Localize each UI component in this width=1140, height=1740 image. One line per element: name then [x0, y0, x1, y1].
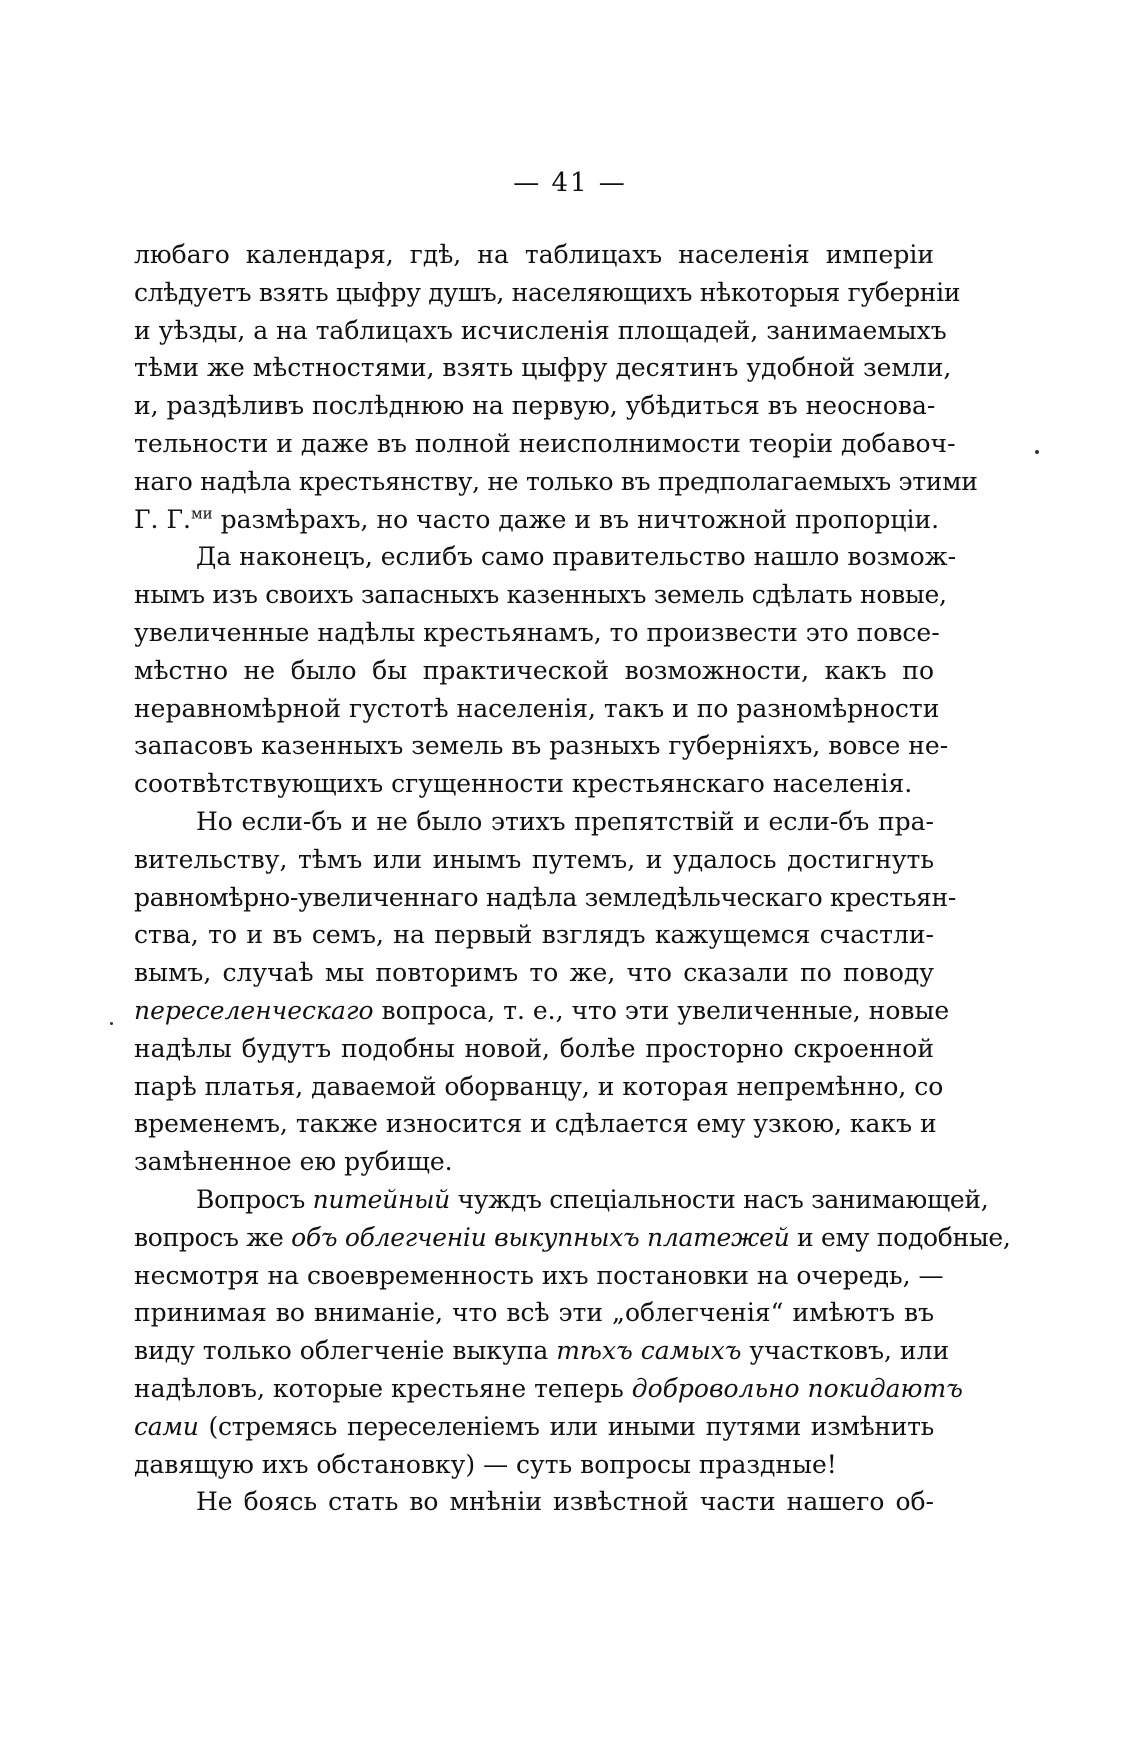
italic-text: переселенческаго	[134, 995, 374, 1025]
text-line: замѣненное ею рубище.	[134, 1147, 453, 1177]
text-line: любаго календаря, гдѣ, на таблицахъ населенія имперіи	[134, 240, 934, 269]
text-line: парѣ платья, даваемой оборванцу, и которая непремѣнно, со	[134, 1071, 944, 1101]
text-line: и, раздѣливъ послѣднюю на первую, убѣдиться въ неоснова-	[134, 391, 936, 421]
text-line: равномѣрно-увеличеннаго надѣла земледѣльческаго крестьян-	[134, 882, 957, 912]
text-line	[134, 1181, 989, 1219]
page-number: — 41 —	[513, 168, 627, 198]
text-line	[134, 1408, 934, 1446]
text-fragment: (стремясь переселеніемъ или иными путями измѣнить	[198, 1411, 934, 1441]
text-fragment: Вопросъ	[196, 1184, 313, 1214]
text-fragment: виду только облегченіе выкупа	[134, 1336, 557, 1366]
text-line: временемъ, также износится и сдѣлается ему узкою, какъ и	[134, 1109, 937, 1139]
text-line	[134, 1370, 963, 1408]
text-fragment: участковъ, или	[741, 1336, 950, 1366]
text-block	[134, 236, 1011, 1521]
text-fragment: размѣрахъ, но часто даже и въ ничтожной пропорціи.	[212, 504, 940, 534]
text-line: мѣстно не было бы практической возможности, какъ по	[134, 655, 934, 685]
text-line	[134, 1332, 950, 1370]
scan-speck	[1035, 450, 1039, 454]
paragraph-3	[134, 803, 957, 1181]
text-line: Но если-бъ и не было этихъ препятствій и если-бъ пра-	[196, 806, 934, 836]
text-line	[134, 1219, 1011, 1257]
italic-text: добровольно покидаютъ	[631, 1373, 963, 1403]
text-fragment: вопроса, т. е., что эти увеличенные, новые	[373, 995, 950, 1025]
text-line: увеличенные надѣлы крестьянамъ, то произвести это повсе-	[134, 617, 940, 647]
text-line: надѣлы будутъ подобны новой, болѣе просторно скроенной	[134, 1033, 934, 1063]
text-line: несмотря на своевременность ихъ постановки на очередь, —	[134, 1260, 944, 1290]
text-line: нымъ изъ своихъ запасныхъ казенныхъ земель сдѣлать новые,	[134, 580, 947, 610]
text-fragment: вопросъ же	[134, 1222, 292, 1252]
text-line: тѣми же мѣстностями, взять цыфру десятинъ удобной земли,	[134, 353, 952, 383]
text-line: вымъ, случаѣ мы повторимъ то же, что сказали по поводу	[134, 958, 934, 988]
text-fragment: чуждъ спеціальности насъ занимающей,	[449, 1184, 989, 1214]
text-line: тельности и даже въ полной неисполнимости теоріи добавоч-	[134, 428, 956, 458]
text-fragment: и ему подобные,	[789, 1222, 1011, 1252]
text-line: слѣдуетъ взять цыфру душъ, населяющихъ нѣкоторыя губерніи	[134, 277, 961, 307]
text-line: неравномѣрной густотѣ населенія, такъ и по разномѣрности	[134, 693, 940, 723]
text-line: давящую ихъ обстановку) — суть вопросы праздные!	[134, 1449, 837, 1479]
paragraph-2	[134, 538, 957, 803]
text-fragment: надѣловъ, которые крестьяне теперь	[134, 1373, 632, 1403]
text-line: Не боясь стать во мнѣніи извѣстной части нашего об-	[196, 1487, 934, 1517]
text-line: Да наконецъ, еслибъ само правительство нашло возмож-	[196, 542, 957, 572]
text-line: и уѣзды, а на таблицахъ исчисленія площадей, занимаемыхъ	[134, 315, 947, 345]
paragraph-1	[134, 236, 978, 538]
text-line: запасовъ казенныхъ земель въ разныхъ губерніяхъ, вовсе не-	[134, 731, 949, 761]
text-line: наго надѣла крестьянству, не только въ предполагаемыхъ этими	[134, 466, 978, 496]
italic-text: сами	[134, 1411, 199, 1441]
text-fragment: Г. Г.	[134, 504, 191, 534]
italic-text: тѣхъ самыхъ	[556, 1336, 742, 1366]
text-line: соотвѣтствующихъ сгущенности крестьянскаго населенія.	[134, 769, 913, 799]
superscript: ми	[190, 504, 213, 523]
italic-text: питейный	[312, 1184, 450, 1214]
paragraph-5	[134, 1483, 934, 1521]
scan-speck	[110, 1022, 113, 1025]
italic-text: объ облегченіи выкупныхъ платежей	[291, 1222, 790, 1252]
text-line	[134, 992, 950, 1030]
text-line	[134, 501, 940, 539]
text-line: принимая во вниманіе, что всѣ эти „облегченія“ имѣютъ въ	[134, 1298, 934, 1328]
text-line: ства, то и въ семъ, на первый взглядъ кажущемся счастли-	[134, 920, 934, 950]
paragraph-4	[134, 1181, 1011, 1483]
text-line: вительству, тѣмъ или инымъ путемъ, и удалось достигнуть	[134, 844, 934, 874]
